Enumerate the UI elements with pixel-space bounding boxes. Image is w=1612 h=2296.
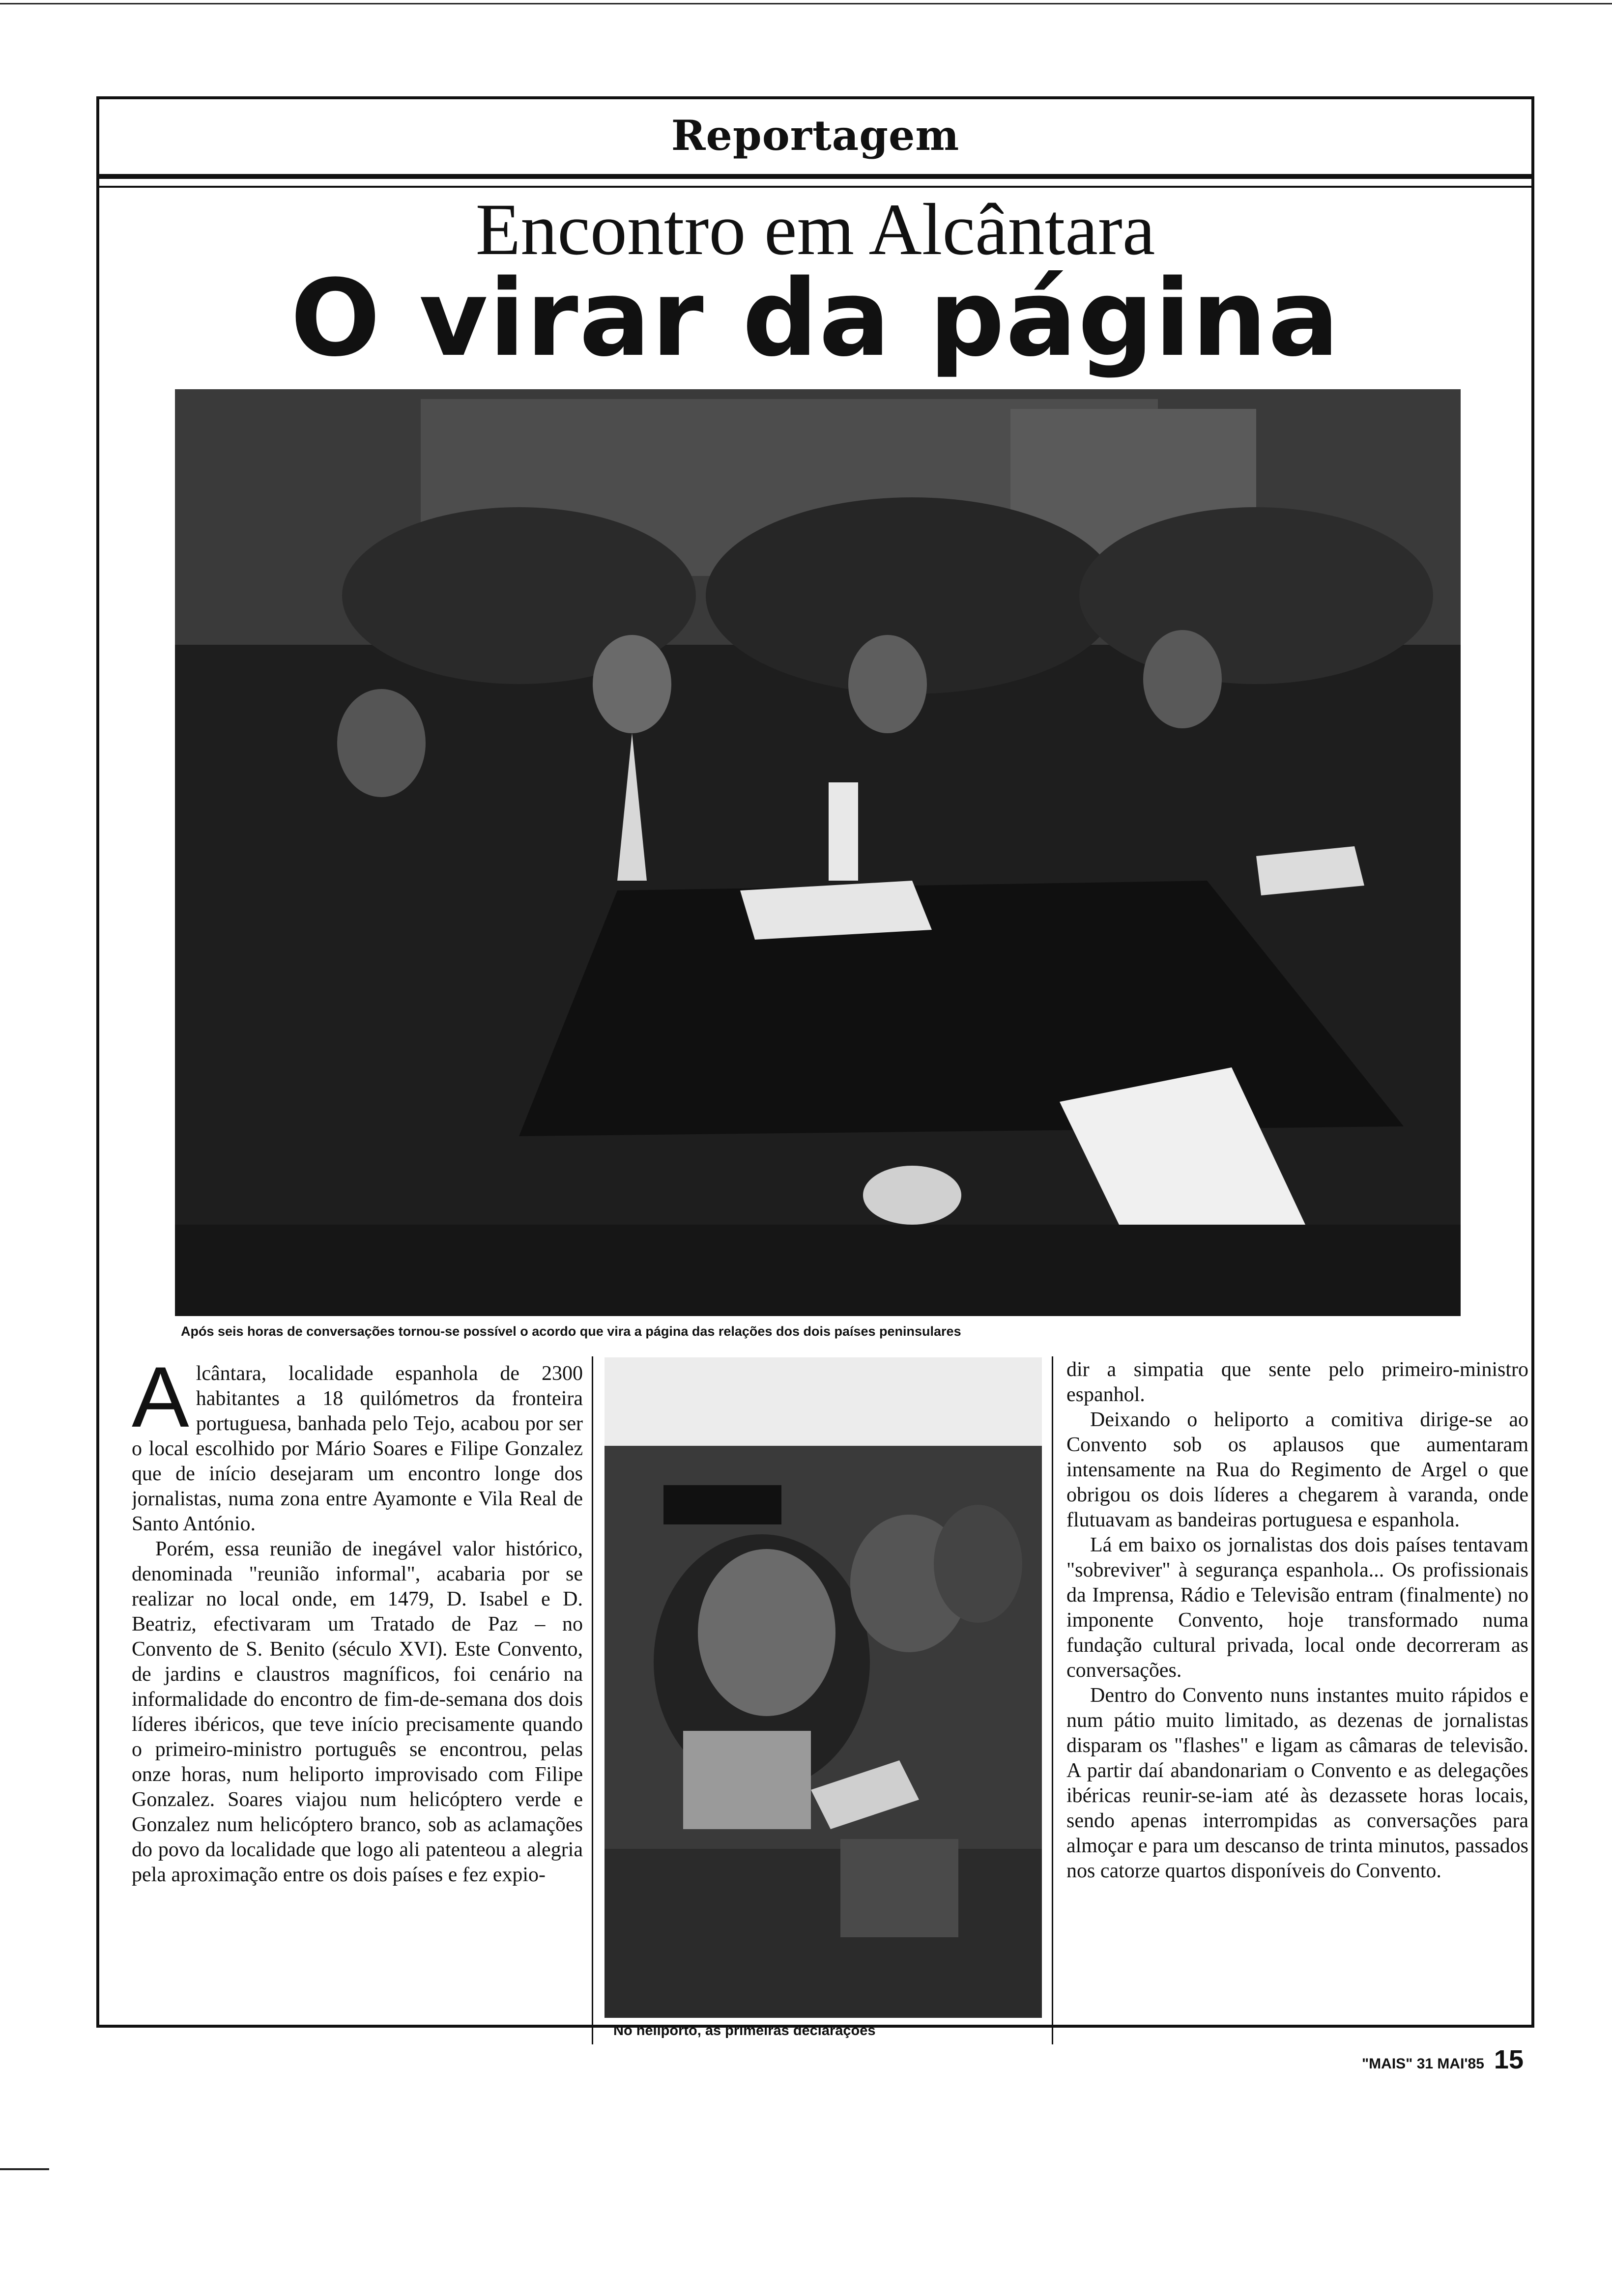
inset-photo-caption: No heliporto, as primeiras declarações xyxy=(613,2023,876,2038)
main-photo-image xyxy=(175,389,1461,1316)
body-column-1 xyxy=(132,1361,583,2044)
paragraph-4: Deixando o heliporto a comitiva dirige-se ao Convento sob os aplausos que aumentaram intensamente na Rua do Regimento de Argel o que obrigou os dois líderes a chegarem à varanda, onde flutuavam as bandeiras portuguesa e espanhola. xyxy=(1066,1408,1528,1531)
issue-date: "MAIS" 31 MAI'85 xyxy=(1361,2056,1484,2072)
section-label: Reportagem xyxy=(671,111,960,160)
paragraph-6: Dentro do Convento nuns instantes muito rápidos e num pátio muito limitado, as dezenas de jornalistas disparam os "flashes" e ligam as câmaras de televisão. A partir daí abandonariam o Convento e as delegações ibéricas reunir-se-iam até às dezassete horas locais, sendo apenas interrompidas as conversações para almoçar e para um descanso de trinta minutos, passados nos catorze quartos disponíveis do Convento. xyxy=(1066,1684,1528,1882)
paragraph-3: dir a simpatia que sente pelo primeiro-ministro espanhol. xyxy=(1066,1358,1528,1406)
paragraph-1-text: lcântara, localidade espanhola de 2300 habitantes a 18 quilómetros da fronteira portuguesa, banhada pelo Tejo, acabou por ser o local escolhido por Mário Soares e Filipe Gonzalez que de início desejaram um encontro longe dos jornalistas, numa zona entre Ayamonte e Vila Real de Santo António. xyxy=(132,1362,583,1535)
scan-top-line xyxy=(0,3,1612,4)
inset-photo xyxy=(604,1357,1042,2018)
kicker: Encontro em Alcântara xyxy=(475,189,1155,270)
dropcap: A xyxy=(132,1361,189,1445)
column-divider-left xyxy=(592,1356,593,2044)
column-divider-right xyxy=(1052,1356,1053,2044)
paragraph-2: Porém, essa reunião de inegável valor histórico, denominada "reunião informal", acabaria por se realizar no local onde, em 1479, D. Isabel e D. Beatriz, efectivaram um Tratado de Paz – no Convento de S. Benito (século XVI). Este Convento, de jardins e claustros magníficos, foi cenário na informalidade do encontro de fim-de-semana dos dois líderes ibéricos, que teve início precisamente quando o primeiro-ministro português se encontrou, pelas onze horas, num heliporto improvisado com Filipe Gonzalez. Soares viajou num helicóptero verde e Gonzalez num helicóptero branco, sob as aclamações do povo da localidade que logo ali patenteou a alegria pela aproximação entre os dois países e fez expio- xyxy=(132,1538,583,1886)
scan-bottom-line xyxy=(0,2168,49,2170)
main-photo xyxy=(175,389,1461,1316)
page-number: 15 xyxy=(1494,2045,1524,2074)
paragraph-1 xyxy=(132,1361,583,1537)
inset-photo-image xyxy=(604,1357,1042,2018)
body-column-3 xyxy=(1066,1357,1528,2040)
headline: O virar da página xyxy=(290,257,1341,380)
page-footer xyxy=(1362,2044,1524,2075)
header-rule xyxy=(96,186,1534,188)
paragraph-5: Lá em baixo os jornalistas dos dois países tentavam "sobreviver" à segurança espanhola... Os profissionais da Imprensa, Rádio e Televisão entram (finalmente) no imponente Convento, hoje transformado numa fundação cultural privada, local onde decorreram as conversações. xyxy=(1066,1534,1528,1682)
section-header xyxy=(96,96,1534,179)
main-photo-caption: Após seis horas de conversações tornou-se possível o acordo que vira a página das relações dos dois países peninsulares xyxy=(181,1324,961,1339)
